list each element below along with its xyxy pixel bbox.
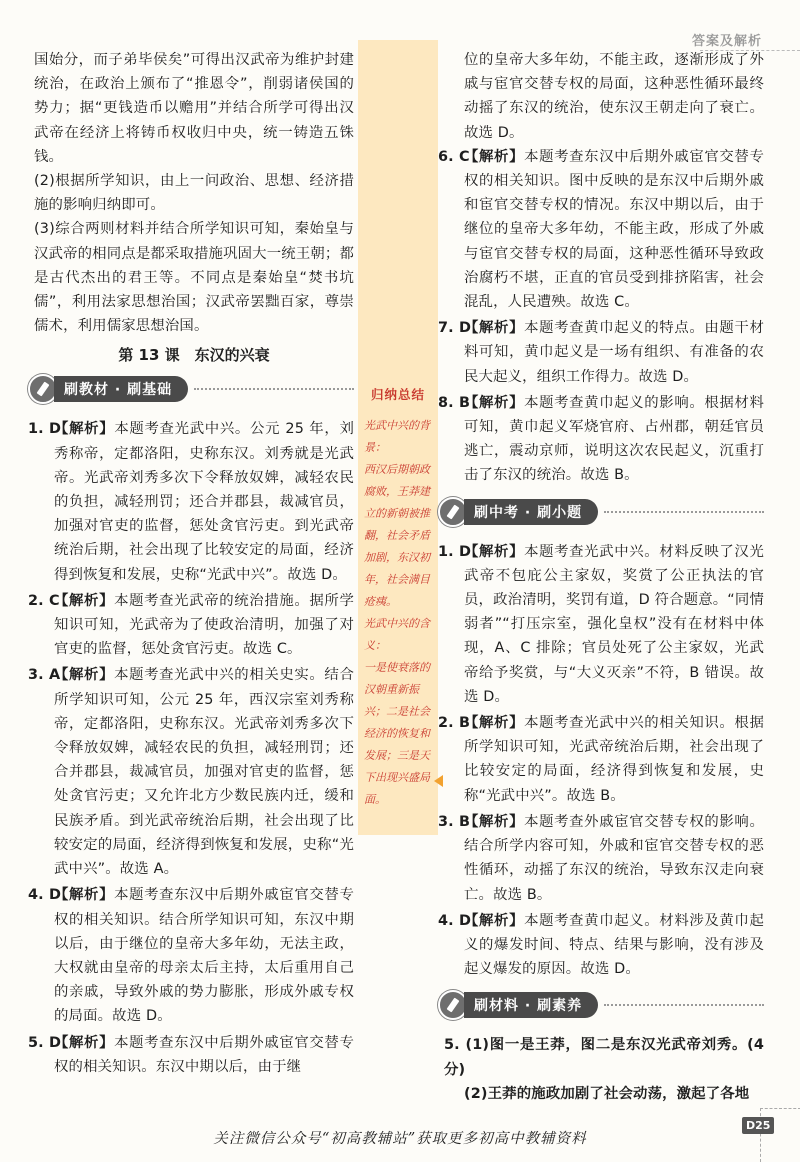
sidebar-line: 一是使衰落的汉朝重新振兴；二是社会经济的恢复和发展；三是天下出现兴盛局面。 <box>364 661 430 806</box>
answer-item <box>28 1031 354 1079</box>
analysis-label: 【解析】 <box>464 543 525 560</box>
answer-item <box>438 711 764 808</box>
banner-divider <box>194 388 354 390</box>
analysis-label: 【解析】 <box>54 667 115 684</box>
page-number: D25 <box>742 1117 774 1134</box>
section-banner-basic <box>28 375 354 403</box>
summary-sidebar <box>358 40 438 835</box>
left-column <box>28 48 354 1081</box>
answer-item <box>28 883 354 1028</box>
answer-number: 4. D <box>28 887 62 904</box>
section-banner-material <box>438 991 764 1019</box>
banner-label: 刷中考 · 刷小题 <box>464 499 598 525</box>
answer-text: 本题考查东汉中后期外戚宦官交替专权的相关知识。东汉中期以后，由于继 <box>54 1034 354 1075</box>
sidebar-text <box>364 415 434 811</box>
analysis-label: 【解析】 <box>54 1034 115 1051</box>
answer-text: 本题考查东汉中后期外戚宦官交替专权的相关知识。图中反映的是东汉中后期外戚和宦官交替专权的情况。东汉中期以后，由于继位的皇帝大多年幼，不能主政，形成了外戚与宦官交替专权的局面，这种恶性循环导致政治腐朽不堪，正直的官员受到排挤陷害，社会混乱，人民遭殃。故选 C。 <box>464 148 764 311</box>
answer-text: 本题考查光武中兴的相关史实。结合所学知识可知，公元 25 年，西汉宗室刘秀称帝，定都洛阳，史称东汉。光武帝刘秀多次下令释放奴婢，减轻农民的负担，减轻刑罚；还合并郡县，裁减官员，加强对官吏的监督，惩处贪官污吏；又允许北方少数民族内迁，缓和民族矛盾。到光武帝统治后期，社会出现了比较安定的局面，经济得到恢复和发展，史称“光武中兴”。故选 A。 <box>54 667 354 878</box>
answer-text: 本题考查光武中兴的相关知识。根据所学知识可知，光武帝统治后期，社会出现了比较安定的局面，经济得到恢复和发展，史称“光武中兴”。故选 B。 <box>464 715 764 804</box>
answer-number: 2. C <box>28 592 60 609</box>
answer-number: 1. D <box>438 543 472 560</box>
section-header-tag: 答案及解析 <box>691 34 762 49</box>
answer-number: 1. D <box>28 421 62 438</box>
answer-text: 本题考查光武帝的统治措施。据所学知识可知，光武帝为了使政治清明，加强了对官吏的监督，惩处贪官污吏。故选 C。 <box>54 592 354 658</box>
banner-divider <box>604 1004 764 1006</box>
intro-paragraph: (3)综合两则材料并结合所学知识可知，秦始皇与汉武帝的相同点是都采取措施巩固大一统王朝；都是古代杰出的君王等。不同点是秦始皇“焚书坑儒”，利用法家思想治国；汉武帝罢黜百家，尊崇儒术，利用儒家思想治国。 <box>34 221 354 335</box>
analysis-label: 【解析】 <box>464 912 525 929</box>
analysis-label: 【解析】 <box>54 421 115 438</box>
analysis-label: 【解析】 <box>464 813 525 830</box>
answer-number: 5. D <box>28 1034 62 1051</box>
answer-text: 本题考查光武中兴。材料反映了汉光武帝不包庇公主家奴，奖赏了公正执法的官员，政治清明，奖罚有道，D 符合题意。“同情弱者”“打压宗室，强化皇权”没有在材料中体现，A、C 排除；官员处死了公主家奴，光武帝给予奖赏，与“大义灭亲”不符，B 错误。故选 D。 <box>464 543 764 705</box>
answer-text: 本题考查东汉中后期外戚宦官交替专权的相关知识。结合所学知识可知，东汉中期以后，由于继位的皇帝大多年幼，无法主政，大权就由皇帝的母亲太后主持，太后重用自己的亲戚，导致外戚的势力膨胀，形成外戚专权的局面。故选 D。 <box>54 887 354 1025</box>
intro-paragraph: (2)根据所学知识，由上一问政治、思想、经济措施的影响归纳即可。 <box>34 173 354 214</box>
analysis-label: 【解析】 <box>54 887 115 904</box>
sidebar-line: 光武中兴的背景： <box>364 419 430 454</box>
answer-item <box>438 540 764 709</box>
continuation-text: 位的皇帝大多年幼，不能主政，逐渐形成了外戚与宦官交替专权的局面，这种恶性循环最终动摇了东汉的统治，使东汉王朝走向了衰亡。故选 D。 <box>464 52 764 141</box>
answer-number: 7. D <box>438 320 472 337</box>
lesson-title: 第 13 课 东汉的兴衰 <box>118 346 270 365</box>
q5-answer-line: 5. (1)图一是王莽，图二是东汉光武帝刘秀。(4 分) <box>444 1037 764 1078</box>
sidebar-arrow-icon <box>434 775 443 787</box>
answer-item <box>28 417 354 586</box>
sidebar-line: 西汉后期朝政腐败，王莽建立的新朝被推翻，社会矛盾加剧，东汉初年，社会满目疮痍。 <box>364 463 430 608</box>
section-banner-exam <box>438 498 764 526</box>
banner-divider <box>604 511 764 513</box>
right-column <box>438 48 764 1106</box>
answer-number: 8. B <box>438 394 471 411</box>
answer-item <box>438 145 764 314</box>
answer-item <box>28 663 354 881</box>
banner-label: 刷材料 · 刷素养 <box>464 992 598 1018</box>
q5-answer-line: (2)王莽的施政加剧了社会动荡，激起了各地 <box>464 1085 750 1102</box>
answer-number: 4. D <box>438 912 472 929</box>
intro-paragraph: 国始分，而子弟毕侯矣”可得出汉武帝为维护封建统治，在政治上颁布了“推恩令”，削弱诸侯国的势力；据“更钱造币以赡用”并结合所学可得出汉武帝在经济上将铸币权收归中央，统一铸造五铢钱。 <box>34 52 354 165</box>
answer-text: 本题考查黄巾起义的特点。由题干材料可知，黄巾起义是一场有组织、有准备的农民大起义，组织工作得力。故选 D。 <box>464 320 764 385</box>
answer-text: 本题考查黄巾起义的影响。根据材料可知，黄巾起义军烧官府、占州郡，朝廷官员逃亡，震动京师，说明这次农民起义，沉重打击了东汉的统治。故选 B。 <box>464 394 764 484</box>
analysis-label: 【解析】 <box>464 715 525 732</box>
answer-number: 3. A <box>28 667 61 684</box>
analysis-label: 【解析】 <box>464 148 525 165</box>
answer-item <box>438 810 764 907</box>
answer-item <box>438 909 764 982</box>
answer-text: 本题考查光武中兴。公元 25 年，刘秀称帝，定都洛阳，史称东汉。刘秀就是光武帝。光武帝刘秀多次下令释放奴婢，减轻农民的负担，减轻刑罚；还合并郡县，裁减官员，加强对官吏的监督，惩处贪官污吏。到光武帝统治后期，社会出现了比较安定的局面，经济得到恢复和发展，史称“光武中兴”。故选 D。 <box>54 421 354 583</box>
answer-number: 2. B <box>438 715 471 732</box>
answer-item <box>28 589 354 662</box>
sidebar-line: 光武中兴的含义： <box>364 617 430 652</box>
answer-text: 本题考查黄巾起义。材料涉及黄巾起义的爆发时间、特点、结果与影响，没有涉及起义爆发的原因。故选 D。 <box>464 912 764 978</box>
answer-text: 本题考查外戚宦官交替专权的影响。结合所学内容可知，外戚和宦官交替专权的恶性循环，动摇了东汉的统治，导致东汉走向衰亡。故选 B。 <box>464 813 764 903</box>
answer-number: 3. B <box>438 813 471 830</box>
analysis-label: 【解析】 <box>464 320 525 337</box>
answer-number: 6. C <box>438 148 470 165</box>
banner-label: 刷教材 · 刷基础 <box>54 376 188 402</box>
sidebar-title: 归纳总结 <box>370 387 425 402</box>
analysis-label: 【解析】 <box>54 592 115 609</box>
footer-note: 关注微信公众号“初高教辅站”获取更多初高中教辅资料 <box>213 1131 587 1147</box>
answer-item <box>438 391 764 488</box>
analysis-label: 【解析】 <box>464 394 525 411</box>
answer-item <box>438 316 764 389</box>
